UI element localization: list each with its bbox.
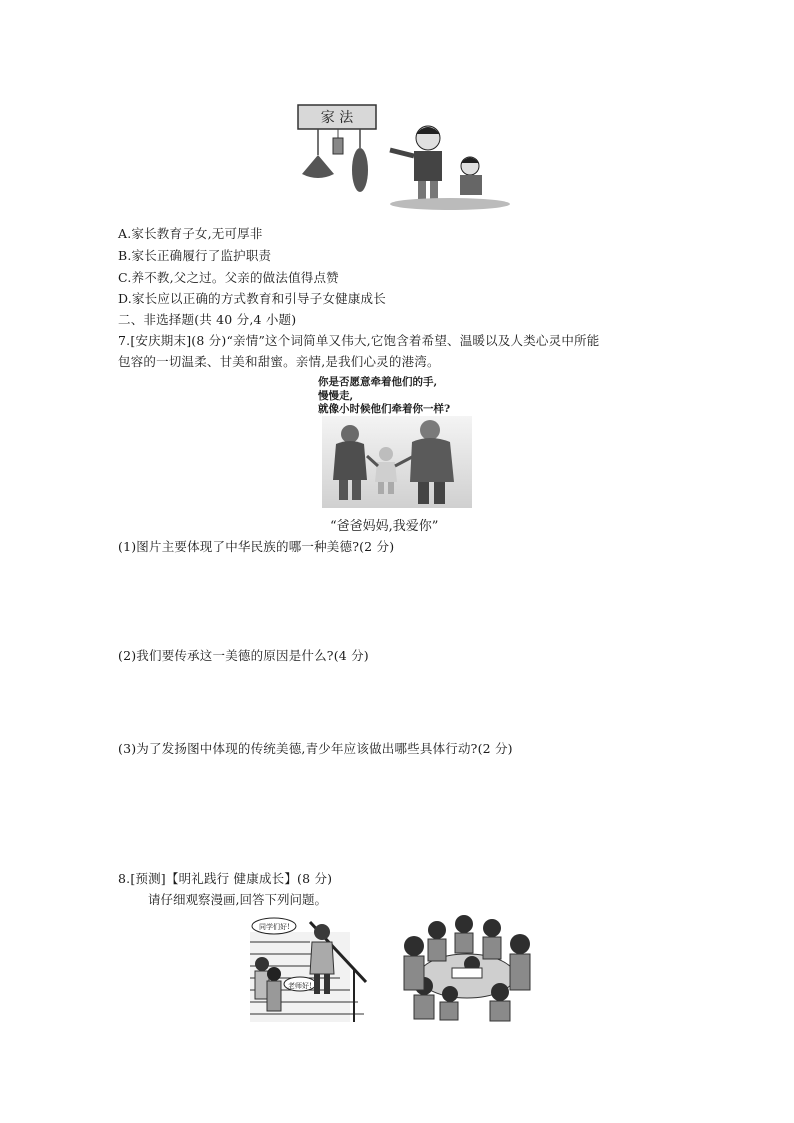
figure-caption: “爸爸妈妈,我爱你” <box>330 519 439 534</box>
bubble-teacher: 老师好! <box>288 982 312 990</box>
section-heading: 二、非选择题(共 40 分,4 小题) <box>118 312 297 327</box>
option-c: C.养不教,父之过。父亲的做法值得点赞 <box>118 270 339 285</box>
family-rules-cartoon <box>290 100 510 212</box>
figure-text-line1: 你是否愿意牵着他们的手, <box>318 376 438 388</box>
sub-question-2: (2)我们要传承这一美德的原因是什么?(4 分) <box>118 648 369 663</box>
question8-title: 8.[预测]【明礼践行 健康成长】(8 分) <box>118 871 333 886</box>
question7-intro-line1: 7.[安庆期末](8 分)“亲情”这个词简单又伟大,它饱含着希望、温暖以及人类心灵中所能 <box>118 333 600 348</box>
figure-text-line3: 就像小时候他们牵着你一样? <box>318 403 451 415</box>
bubble-students: 同学们好! <box>259 923 290 931</box>
family-holding-hands-image <box>322 416 472 508</box>
option-d: D.家长应以正确的方式教育和引导子女健康成长 <box>118 291 386 306</box>
sub-question-3: (3)为了发扬图中体现的传统美德,青少年应该做出哪些具体行动?(2 分) <box>118 741 513 756</box>
question8-instruction: 请仔细观察漫画,回答下列问题。 <box>148 892 327 907</box>
question7-intro-line2: 包容的一切温柔、甘美和甜蜜。亲情,是我们心灵的港湾。 <box>118 354 440 369</box>
figure-text-line2: 慢慢走, <box>318 390 354 402</box>
sub-question-1: (1)图片主要体现了中华民族的哪一种美德?(2 分) <box>118 539 395 554</box>
family-rules-sign: 家 法 <box>320 110 354 126</box>
option-a: A.家长教育子女,无可厚非 <box>118 226 263 241</box>
family-dinner-comic <box>392 906 542 1022</box>
option-b: B.家长正确履行了监护职责 <box>118 248 272 263</box>
